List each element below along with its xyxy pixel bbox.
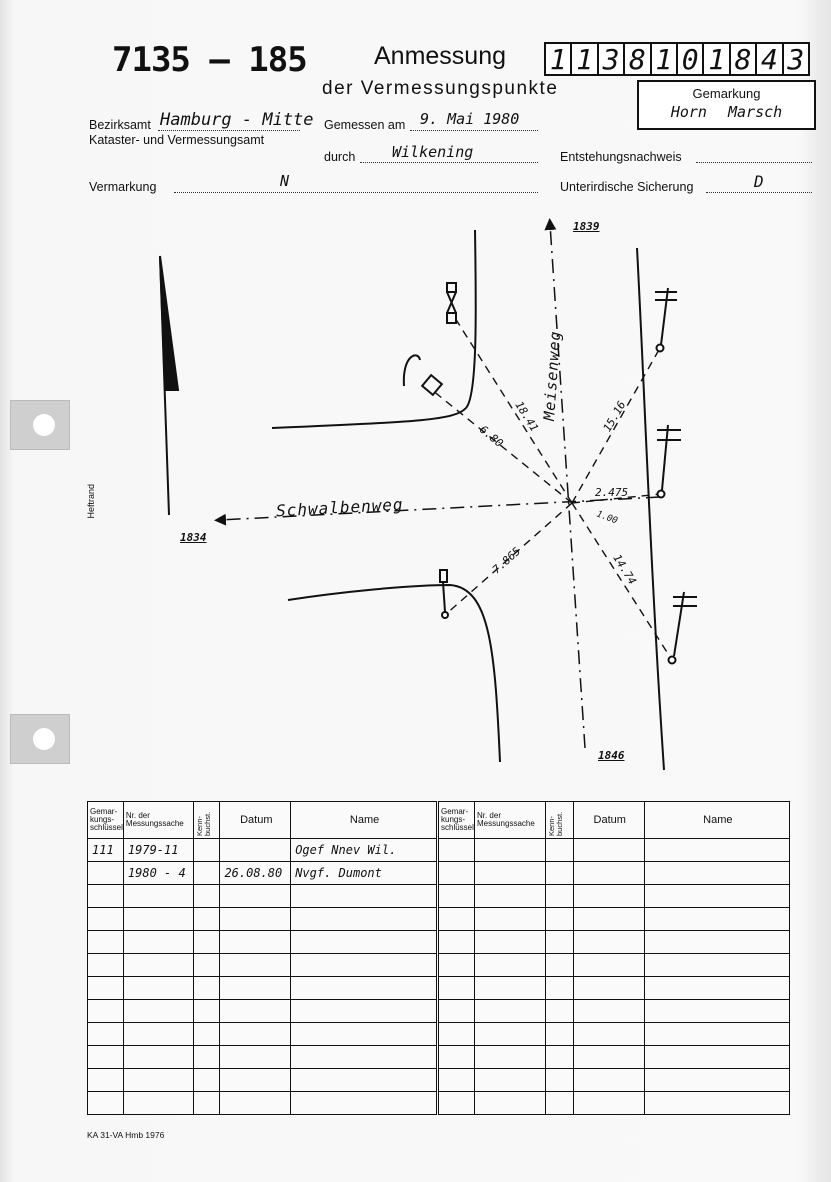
measurement-label: 2.475 bbox=[595, 486, 629, 499]
table-row bbox=[439, 954, 790, 977]
measurement-label: 14.74 bbox=[610, 552, 639, 587]
point-digit: 1 bbox=[544, 42, 572, 76]
col-header-kennbuchst: Kenn-buchst. bbox=[193, 802, 220, 839]
point-digit: 1 bbox=[702, 42, 730, 76]
point-digit: 1 bbox=[570, 42, 598, 76]
street-label-meisenweg: Meisenweg bbox=[540, 329, 565, 422]
curb-line bbox=[288, 585, 500, 762]
form-code: KA 31-VA Hmb 1976 bbox=[87, 1130, 165, 1140]
point-digit: 1 bbox=[650, 42, 678, 76]
amt-label: Kataster- und Vermessungsamt bbox=[89, 133, 265, 147]
table-row bbox=[439, 908, 790, 931]
entstehung-label: Entstehungsnachweis bbox=[560, 150, 682, 164]
table-row bbox=[439, 1092, 790, 1115]
vermarkung-label: Vermarkung bbox=[89, 180, 157, 194]
table-row bbox=[439, 862, 790, 885]
bezirksamt-value: Hamburg - Mitte bbox=[160, 110, 314, 130]
point-digit: 3 bbox=[597, 42, 625, 76]
file-number: 7135 — 185 bbox=[112, 40, 307, 80]
col-header-gemarkung: Gemar-kungs-schlüssel bbox=[88, 802, 124, 839]
col-header-name: Name bbox=[644, 802, 789, 839]
col-header-datum: Datum bbox=[220, 802, 291, 839]
table-row bbox=[439, 931, 790, 954]
gemessen-value: 9. Mai 1980 bbox=[420, 110, 520, 128]
durch-label: durch bbox=[324, 150, 356, 164]
gemessen-label: Gemessen am bbox=[324, 118, 406, 132]
table-row bbox=[88, 1069, 437, 1092]
bezirksamt-label: Bezirksamt bbox=[89, 118, 151, 132]
table-row bbox=[88, 1092, 437, 1115]
table-row bbox=[439, 1069, 790, 1092]
table-row bbox=[439, 1023, 790, 1046]
point-digit: 0 bbox=[676, 42, 704, 76]
table-row bbox=[439, 1000, 790, 1023]
durch-value: Wilkening bbox=[392, 143, 474, 161]
table-row bbox=[88, 1046, 437, 1069]
col-header-messungssache: Nr. der Messungssache bbox=[474, 802, 545, 839]
table-row: 111 1979-11 Ogef Nnev Wil. bbox=[88, 839, 437, 862]
point-digit: 8 bbox=[729, 42, 757, 76]
col-header-gemarkung: Gemar-kungs-schlüssel bbox=[439, 802, 475, 839]
measurement-label: 6.80 bbox=[476, 423, 506, 450]
table-row bbox=[88, 908, 437, 931]
table-row bbox=[439, 839, 790, 862]
ref-point-top: 1839 bbox=[573, 220, 600, 233]
north-arrow-icon bbox=[160, 256, 178, 515]
col-header-messungssache: Nr. der Messungssache bbox=[123, 802, 193, 839]
ref-point-left: 1834 bbox=[180, 531, 207, 544]
table-row bbox=[88, 931, 437, 954]
measurement-table-left bbox=[87, 801, 437, 1115]
page-subtitle: der Vermessungspunkte bbox=[322, 78, 559, 99]
street-label-schwalbenweg: Schwalbenweg bbox=[275, 494, 405, 521]
point-digit: 8 bbox=[623, 42, 651, 76]
fire-hydrant-icon bbox=[404, 355, 442, 395]
table-row bbox=[439, 1046, 790, 1069]
measurement-label: 1.00 bbox=[594, 509, 619, 527]
curb-line bbox=[637, 248, 664, 770]
ref-point-bottom: 1846 bbox=[598, 749, 625, 762]
point-digit: 3 bbox=[782, 42, 810, 76]
table-row bbox=[88, 977, 437, 1000]
utility-pole-icon bbox=[655, 288, 677, 352]
curb-line bbox=[272, 230, 476, 428]
table-row bbox=[439, 885, 790, 908]
gemarkung-value: Horn Marsch bbox=[670, 103, 783, 121]
table-row bbox=[88, 1000, 437, 1023]
table-row bbox=[88, 885, 437, 908]
table-row bbox=[88, 1023, 437, 1046]
col-header-datum: Datum bbox=[573, 802, 644, 839]
table-row: 1980 - 4 26.08.80 Nvgf. Dumont bbox=[88, 862, 437, 885]
sign-post-icon bbox=[440, 570, 448, 618]
vermarkung-value: N bbox=[280, 172, 290, 190]
measurement-label: 15.16 bbox=[600, 398, 629, 435]
table-row bbox=[88, 954, 437, 977]
point-digit: 4 bbox=[755, 42, 783, 76]
page-title: Anmessung bbox=[374, 42, 507, 70]
lamp-post-icon bbox=[447, 283, 456, 323]
sicherung-value: D bbox=[754, 172, 764, 191]
measurement-table-right bbox=[438, 801, 790, 1115]
utility-pole-icon bbox=[657, 425, 681, 498]
heftrand-label: Heftrand bbox=[86, 484, 96, 519]
table-row bbox=[439, 977, 790, 1000]
gemarkung-label: Gemarkung bbox=[692, 86, 761, 101]
col-header-kennbuchst: Kenn-buchst. bbox=[545, 802, 573, 839]
utility-pole-icon bbox=[669, 592, 698, 664]
col-header-name: Name bbox=[291, 802, 437, 839]
meisenweg-axis bbox=[550, 224, 585, 748]
measurement-label: 7.865 bbox=[489, 544, 524, 577]
measurement-label: 18.41 bbox=[512, 399, 541, 434]
sicherung-label: Unterirdische Sicherung bbox=[560, 180, 694, 194]
